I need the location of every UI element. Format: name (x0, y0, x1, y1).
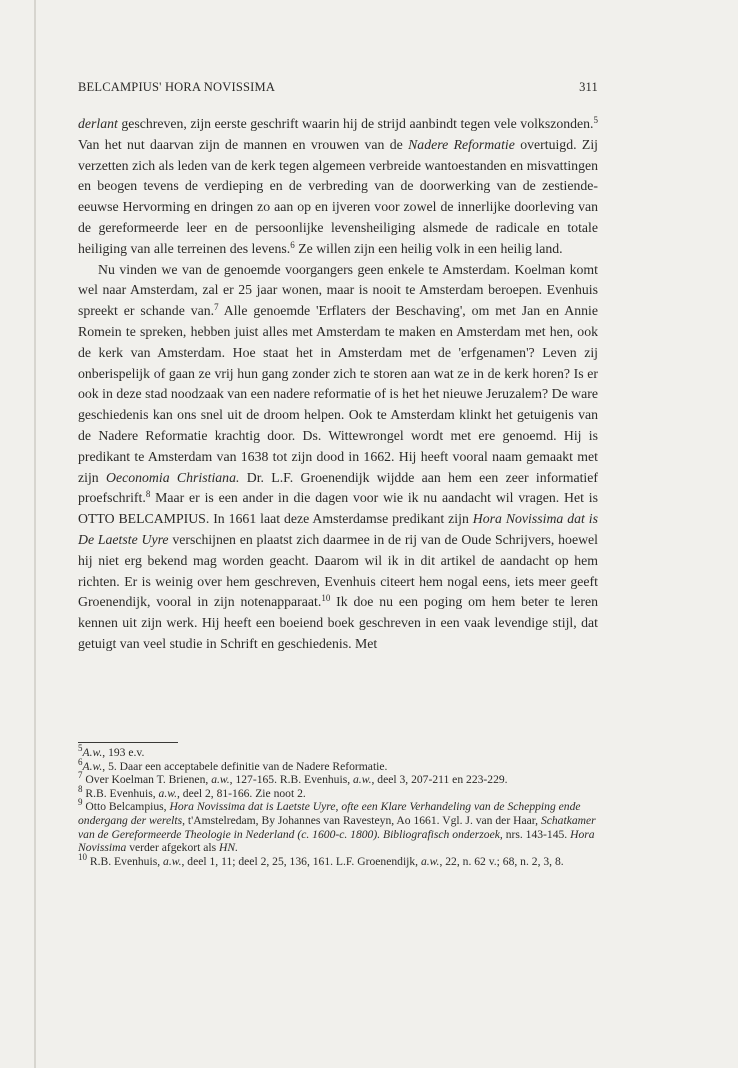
footnote (78, 783, 598, 801)
footnotes (78, 743, 598, 868)
text-run: verder afgekort als (126, 841, 220, 855)
footnote-marker: 8 (145, 489, 151, 500)
text-run: Ik doe nu een poging om hem beter te leren kennen uit zijn werk. Hij heeft een boeiend boek geschreven in een vaak levendige stijl, dat getuigt van veel studie in Schrift en geschiedenis. Met (78, 594, 598, 651)
footnote (78, 756, 598, 774)
text-run: , 5. Daar een acceptabele definitie van de Nadere Reformatie. (102, 759, 388, 773)
text-run: Van het nut daarvan zijn de mannen en vrouwen van de (78, 136, 409, 152)
italic-text: Oeconomia Christiana. (106, 469, 240, 485)
italic-text: a.w. (163, 854, 182, 868)
footnote-marker: 10 (78, 851, 87, 862)
text-run: , deel 3, 207-211 en 223-229. (371, 773, 508, 787)
text-run: geschreven, zijn eerste geschrift waarin hij de strijd aanbindt tegen vele volkszonden. (117, 116, 594, 131)
italic-text: Hora Novissima (78, 827, 595, 855)
footnote-marker: 6 (78, 756, 83, 767)
text-run: , 193 e.v. (102, 746, 145, 759)
footnote-marker: 9 (78, 797, 83, 808)
footnote-marker: 7 (214, 302, 219, 313)
footnote-marker: 7 (78, 770, 83, 781)
italic-text: Hora Novissima dat is De Laetste Uyre (78, 511, 598, 547)
footnote-marker: 10 (321, 593, 331, 604)
text-run: , 127-165. R.B. Evenhuis, (229, 773, 353, 787)
footnote-marker: 8 (78, 783, 83, 794)
text-run: Dr. L.F. Groenendijk wijdde aan hem een zeer informatief proefschrift. (78, 469, 598, 506)
text-run: Maar er is een ander in die dagen voor wie ik nu aandacht wil vragen. Het is OTTO BELCAMPIUS. In 1661 laat deze Amsterdamse predikant zijn (78, 490, 598, 527)
text-run: verschijnen en plaatst zich daarmee in de rij van de Oude Schrijvers, hoewel hij niet erg bekend mag worden geacht. Daarom wil ik in dit artikel de aandacht op hem richten. Er is weinig over hem geschreven, Evenhuis citeert hem nogal eens, iets meer geeft Groenendijk, vooral in zijn notenapparaat. (78, 531, 598, 610)
text-run: R.B. Evenhuis, (82, 786, 159, 800)
text-run: , deel 2, 81-166. Zie noot 2. (176, 786, 306, 800)
footnote-marker: 6 (290, 239, 295, 250)
text-run: , 22, n. 62 v.; 68, n. 2, 3, 8. (439, 854, 564, 868)
italic-text: a.w. (158, 786, 177, 800)
footnote (78, 851, 598, 869)
italic-text: HN. (219, 841, 239, 855)
text-run: Over Koelman T. Brienen, (82, 773, 212, 787)
running-title: BELCAMPIUS' HORA NOVISSIMA (78, 80, 276, 94)
paragraph (78, 114, 598, 260)
footnote (78, 770, 598, 787)
italic-text: Nadere Reformatie (408, 136, 515, 152)
italic-text: A.w. (82, 746, 103, 759)
text-run: Otto Belcampius, (82, 800, 170, 814)
text-run: Alle genoemde 'Erflaters der Beschaving', om met Jan en Annie Romein te spreken, hebben juist alles met Amsterdam te maken en Amsterdam met hen, ook de kerk van Amsterdam. Hoe staat het in Amsterdam met de 'erfgenamen'? Leven zij onberispelijk of gaan ze vrij hun gang zonder zich te storen aan wat ze in de kerk horen? Is er ook in deze stad noodzaak van een nadere reformatie of is het het nieuwe Jeruzalem? De ware geschiedenis kan ons snel uit de droom helpen. Ook te Amsterdam klinkt het getuigenis van de Nadere Reformatie krachtig door. Ds. Wittewrongel wordt met ere genoemd. Hij is predikant te Amsterdam van 1638 tot zijn dood in 1662. Hij heeft vooral naam gemaakt met zijn (78, 303, 598, 485)
footnote-rule (78, 742, 178, 743)
text-run: t'Amstelredam, By Johannes van Ravesteyn, Ao 1661. Vgl. J. van der Haar, (185, 813, 541, 827)
italic-text: Hora Novissima dat is Laetste Uyre, ofte een Klare Verhandeling van de Schepping ende ondergang der werelts, (78, 800, 581, 827)
italic-text: a.w. (353, 773, 372, 787)
text-run: Ze willen zijn een heilig volk in een heilig land. (294, 240, 563, 256)
footnote-marker: 5 (593, 115, 598, 125)
page-number: 311 (579, 80, 598, 94)
italic-text: Schatkamer van de Gereformeerde Theologie in Nederland (c. 1600-c. 1800). Bibliografisch onderzoek, (78, 813, 596, 841)
body-text (78, 114, 598, 655)
text-run: Nu vinden we van de genoemde voorgangers geen enkele te Amsterdam. Koelman komt wel naar Amsterdam, zal er 25 jaar wonen, maar is nooit te Amsterdam beroepen. Evenhuis spreekt er schande van. (78, 261, 598, 319)
text-run: overtuigd. Zij verzetten zich als leden van de kerk tegen algemeen verbreide wantoestanden en misvattingen en beogen tevens de verdieping en de verbreding van de doorwerking van de zestiende-eeuwse Hervorming en dringen zo aan op en ijveren voor zowel de innerlijke doorleving van de gereformeerde leer en de persoonlijke levensheiliging alsmede de radicale en totale heiliging van alle terreinen des levens. (78, 136, 598, 256)
paragraph (78, 260, 598, 655)
text-run: , deel 1, 11; deel 2, 25, 136, 161. L.F. Groenendijk, (181, 854, 421, 868)
italic-text: a.w. (211, 773, 230, 787)
scan-edge (34, 0, 36, 1068)
italic-text: a.w. (420, 854, 440, 868)
italic-text: derlant (78, 116, 118, 131)
text-run: R.B. Evenhuis, (87, 854, 164, 868)
footnote-marker: 5 (78, 743, 83, 753)
text-run: nrs. 143-145. (502, 827, 571, 841)
footnote (78, 743, 598, 760)
footnote (78, 797, 598, 855)
italic-text: A.w. (82, 759, 103, 773)
